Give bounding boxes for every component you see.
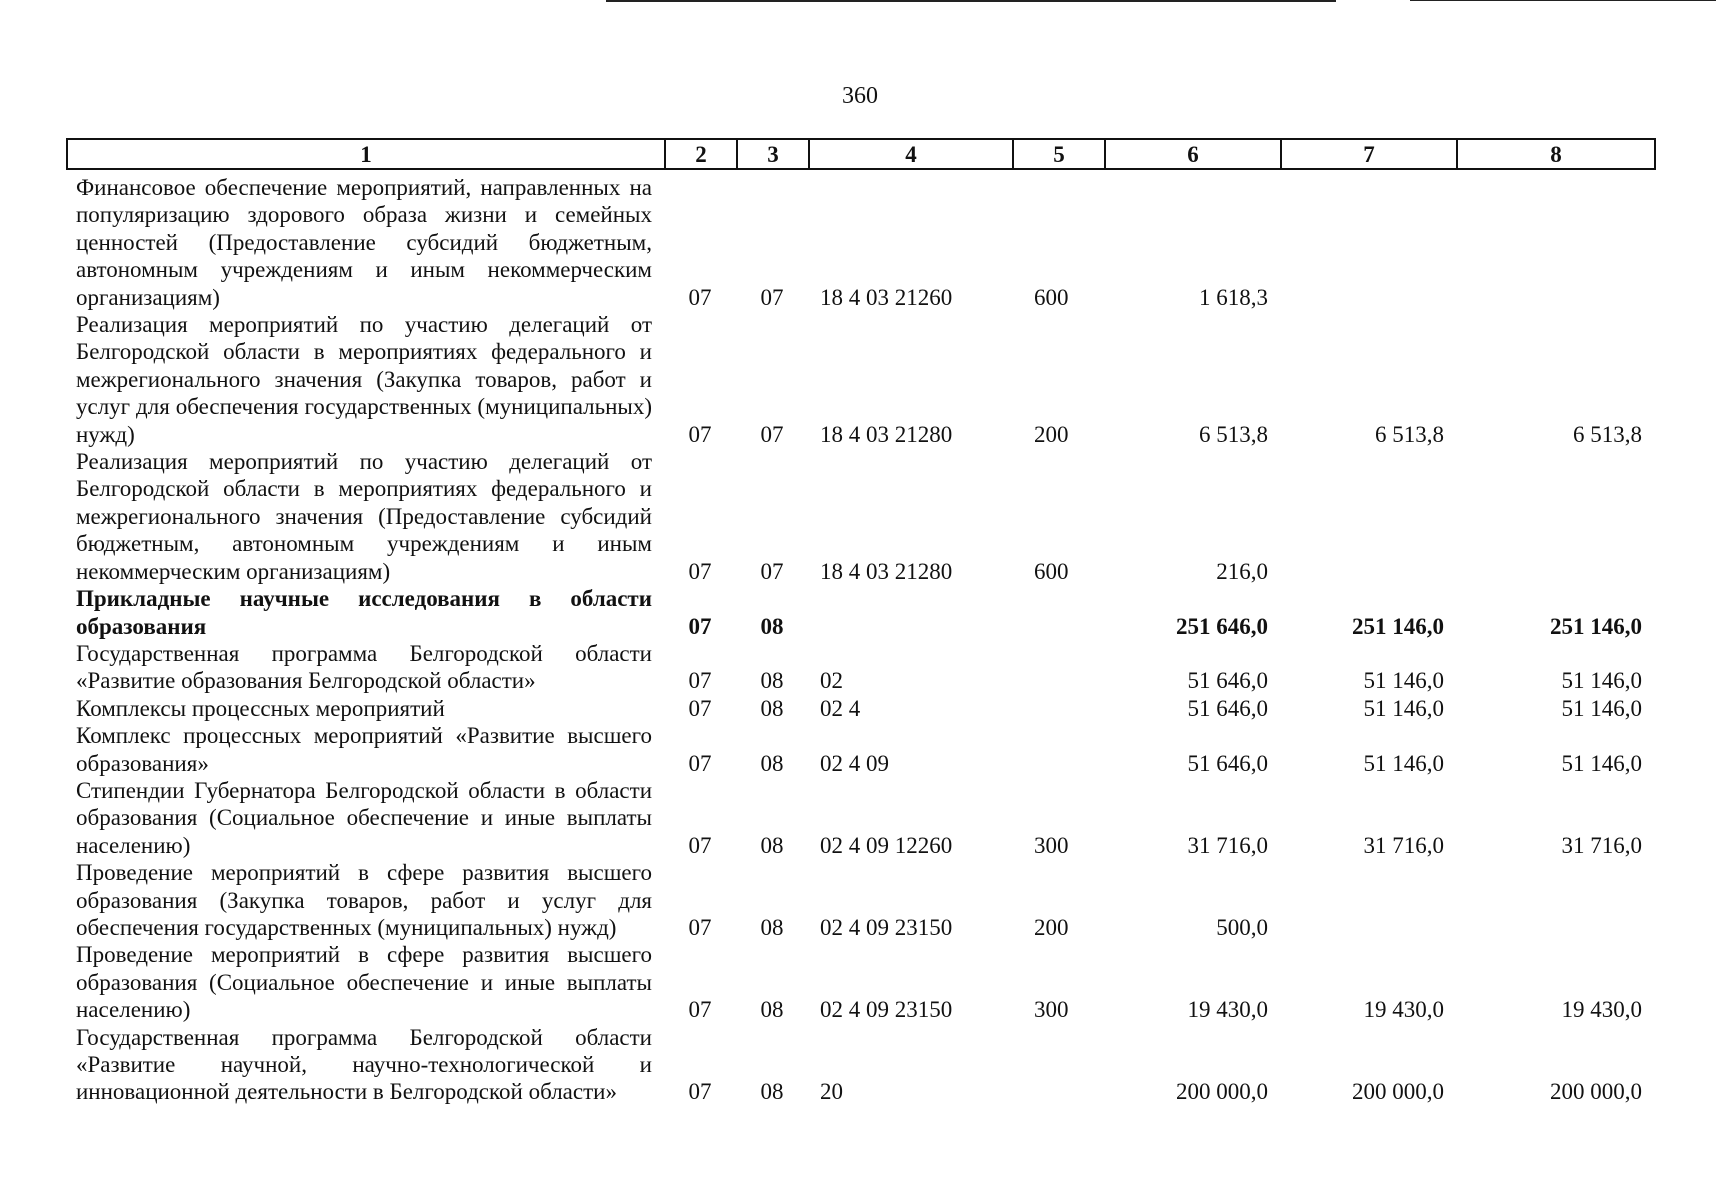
header-row (67, 139, 1655, 169)
row-target-article: 02 (820, 668, 843, 694)
row-target-article: 20 (820, 1079, 843, 1105)
row-amount-col6: 51 646,0 (1187, 668, 1268, 694)
row-amount-col7: 200 000,0 (1352, 1079, 1444, 1105)
row-subsection: 07 (760, 421, 784, 447)
row-expense-type (1012, 585, 1104, 640)
row-amount-col6: 31 716,0 (1187, 832, 1268, 858)
row-amount-col8: 251 146,0 (1550, 613, 1642, 639)
row-target-article: 18 4 03 21260 (820, 284, 953, 310)
table-row (66, 859, 1654, 941)
row-target-article: 02 4 09 23150 (820, 914, 953, 940)
table-row (66, 1024, 1654, 1106)
row-name: Государственная программа Белгородской области «Развитие научной, научно-технологической и инновационной деятельности в Белгородской области» (76, 1024, 652, 1105)
top-scan-rule-right (1410, 0, 1716, 1)
row-subsection: 08 (760, 695, 784, 721)
row-section: 07 (688, 613, 712, 639)
row-target-article: 02 4 09 23150 (820, 997, 953, 1023)
row-name: Финансовое обеспечение мероприятий, направленных на популяризацию здорового образа жизни и семейных ценностей (Предоставление субсидий бюджетным, автономным учреждениям и иным некоммерческим организациям) (76, 175, 652, 310)
row-expense-type: 200 (1034, 421, 1069, 447)
row-subsection: 08 (760, 750, 784, 776)
row-name: Комплексы процессных мероприятий (76, 695, 445, 721)
row-subsection: 08 (760, 1079, 784, 1105)
top-scan-rule (606, 0, 1336, 2)
page-number: 360 (842, 83, 878, 109)
row-amount-col6: 51 646,0 (1187, 750, 1268, 776)
row-amount-col8: 19 430,0 (1561, 997, 1642, 1023)
table-row (66, 695, 1654, 722)
row-name: Комплекс процессных мероприятий «Развитие высшего образования» (76, 723, 652, 776)
table-row (66, 640, 1654, 695)
row-amount-col7: 31 716,0 (1363, 832, 1444, 858)
row-amount-col7 (1280, 859, 1456, 941)
row-name: Государственная программа Белгородской области «Развитие образования Белгородской области» (76, 640, 652, 694)
row-target-article: 02 4 (820, 695, 861, 721)
row-section: 07 (688, 668, 712, 694)
row-subsection: 07 (760, 284, 784, 310)
table-row (66, 311, 1654, 448)
header-col-1: 1 (67, 139, 665, 169)
row-section: 07 (688, 695, 712, 721)
row-expense-type: 600 (1034, 558, 1069, 584)
row-section: 07 (688, 1079, 712, 1105)
row-expense-type: 600 (1034, 284, 1069, 310)
row-subsection: 08 (760, 914, 784, 940)
row-amount-col7 (1280, 174, 1456, 311)
row-amount-col8 (1456, 174, 1654, 311)
row-name: Реализация мероприятий по участию делегаций от Белгородской области в мероприятиях федерального и межрегионального значения (Закупка товаров, работ и услуг для обеспечения государственных (муниципальных) нужд) (76, 312, 652, 447)
row-amount-col6: 251 646,0 (1176, 613, 1268, 639)
row-target-article (808, 585, 1012, 640)
row-section: 07 (688, 284, 712, 310)
row-amount-col6: 500,0 (1216, 914, 1268, 940)
row-expense-type: 300 (1034, 997, 1069, 1023)
row-amount-col8: 51 146,0 (1561, 668, 1642, 694)
row-amount-col8: 6 513,8 (1573, 421, 1642, 447)
row-section: 07 (688, 997, 712, 1023)
table-row (66, 174, 1654, 311)
row-expense-type (1012, 695, 1104, 722)
row-subsection: 08 (760, 668, 784, 694)
row-expense-type (1012, 640, 1104, 695)
row-expense-type (1012, 1024, 1104, 1106)
row-amount-col6: 6 513,8 (1199, 421, 1268, 447)
row-name: Проведение мероприятий в сфере развития высшего образования (Закупка товаров, работ и услуг для обеспечения государственных (муниципальных) нужд) (76, 860, 652, 940)
row-amount-col8: 200 000,0 (1550, 1079, 1642, 1105)
row-amount-col7: 51 146,0 (1363, 668, 1444, 694)
row-subsection: 07 (760, 558, 784, 584)
row-name: Стипендии Губернатора Белгородской области в области образования (Социальное обеспечение и иные выплаты населению) (76, 777, 652, 858)
row-amount-col8: 51 146,0 (1561, 750, 1642, 776)
row-subsection: 08 (760, 613, 784, 639)
header-col-7: 7 (1281, 139, 1457, 169)
row-section: 07 (688, 750, 712, 776)
table-row-section-total (66, 585, 1654, 640)
row-amount-col7: 51 146,0 (1363, 695, 1444, 721)
row-expense-type: 200 (1034, 914, 1069, 940)
row-amount-col7: 19 430,0 (1363, 997, 1444, 1023)
row-amount-col6: 19 430,0 (1187, 997, 1268, 1023)
header-col-3: 3 (737, 139, 809, 169)
header-col-6: 6 (1105, 139, 1281, 169)
row-amount-col6: 51 646,0 (1187, 695, 1268, 721)
row-section: 07 (688, 914, 712, 940)
row-section: 07 (688, 421, 712, 447)
header-col-5: 5 (1013, 139, 1105, 169)
table-header (66, 138, 1656, 170)
row-amount-col7 (1280, 448, 1456, 585)
row-expense-type (1012, 722, 1104, 777)
budget-table (66, 174, 1654, 1106)
row-amount-col7: 51 146,0 (1363, 750, 1444, 776)
table-row (66, 448, 1654, 585)
row-target-article: 18 4 03 21280 (820, 558, 953, 584)
row-subsection: 08 (760, 832, 784, 858)
row-amount-col6: 1 618,3 (1199, 284, 1268, 310)
row-name: Прикладные научные исследования в области образования (76, 586, 652, 639)
table-row (66, 777, 1654, 859)
row-target-article: 02 4 09 12260 (820, 832, 953, 858)
row-name: Реализация мероприятий по участию делегаций от Белгородской области в мероприятиях федерального и межрегионального значения (Предоставление субсидий бюджетным, автономным учреждениям и иным некоммерческим организациям) (76, 449, 652, 584)
row-target-article: 02 4 09 (820, 750, 889, 776)
row-amount-col6: 200 000,0 (1176, 1079, 1268, 1105)
row-section: 07 (688, 832, 712, 858)
header-col-8: 8 (1457, 139, 1655, 169)
row-target-article: 18 4 03 21280 (820, 421, 953, 447)
table-row (66, 941, 1654, 1023)
row-name: Проведение мероприятий в сфере развития высшего образования (Социальное обеспечение и иные выплаты населению) (76, 942, 652, 1023)
budget-table-body (66, 174, 1654, 1106)
row-section: 07 (688, 558, 712, 584)
row-expense-type: 300 (1034, 832, 1069, 858)
row-amount-col8: 51 146,0 (1561, 695, 1642, 721)
row-amount-col7: 251 146,0 (1352, 613, 1444, 639)
row-amount-col8: 31 716,0 (1561, 832, 1642, 858)
table-row (66, 722, 1654, 777)
row-amount-col7: 6 513,8 (1375, 421, 1444, 447)
row-subsection: 08 (760, 997, 784, 1023)
row-amount-col8 (1456, 859, 1654, 941)
row-amount-col8 (1456, 448, 1654, 585)
header-col-2: 2 (665, 139, 737, 169)
row-amount-col6: 216,0 (1216, 558, 1268, 584)
header-col-4: 4 (809, 139, 1013, 169)
